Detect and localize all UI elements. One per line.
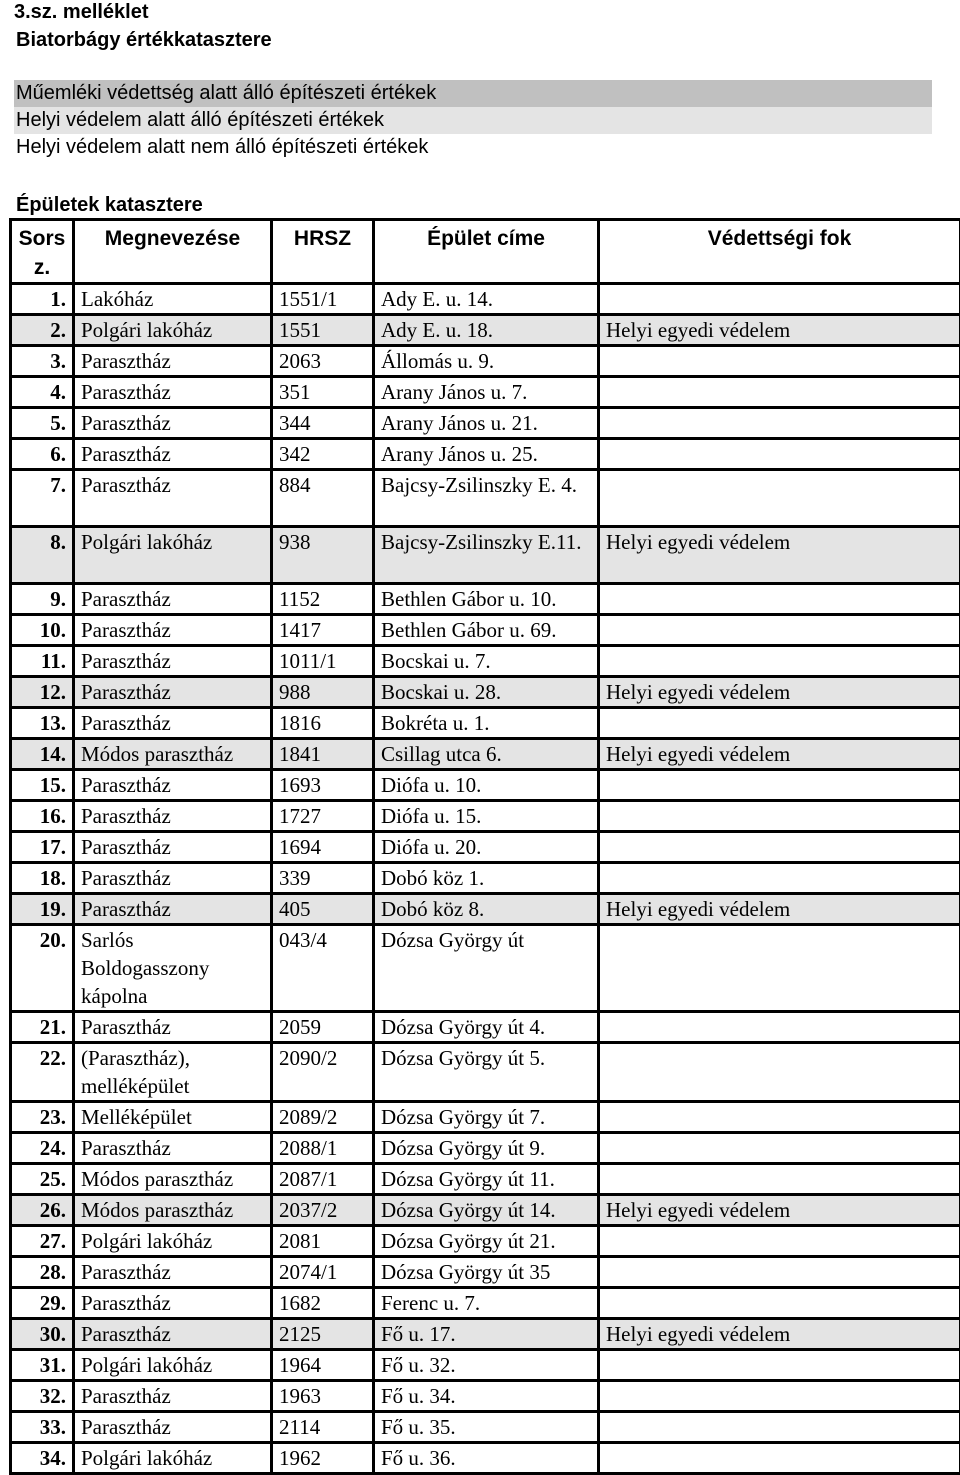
table-row — [11, 1288, 960, 1319]
building-name: Parasztház — [74, 1288, 272, 1319]
protection-level — [599, 832, 960, 863]
table-row — [11, 925, 960, 1012]
protection-level — [599, 801, 960, 832]
protection-level — [599, 1257, 960, 1288]
protection-level — [599, 863, 960, 894]
row-number: 18. — [11, 863, 74, 894]
row-number: 32. — [11, 1381, 74, 1412]
building-address: Csillag utca 6. — [374, 739, 599, 770]
building-name: Parasztház — [74, 408, 272, 439]
building-name: Parasztház — [74, 615, 272, 646]
building-name: Parasztház — [74, 646, 272, 677]
row-number: 31. — [11, 1350, 74, 1381]
protection-level — [599, 1350, 960, 1381]
table-row — [11, 1412, 960, 1443]
row-number: 11. — [11, 646, 74, 677]
table-row — [11, 739, 960, 770]
table-row — [11, 1012, 960, 1043]
table-row — [11, 1102, 960, 1133]
building-name: Parasztház — [74, 677, 272, 708]
building-address: Ady E. u. 14. — [374, 284, 599, 315]
table-row — [11, 801, 960, 832]
table-row — [11, 1226, 960, 1257]
protection-level — [599, 615, 960, 646]
header-vedettsegi-fok: Védettségi fok — [599, 220, 960, 284]
row-number: 33. — [11, 1412, 74, 1443]
building-address: Bocskai u. 7. — [374, 646, 599, 677]
building-name: Parasztház — [74, 770, 272, 801]
hrsz-value: 405 — [272, 894, 374, 925]
protection-level — [599, 470, 960, 527]
table-row — [11, 527, 960, 584]
building-name: Sarlós Boldogasszony kápolna — [74, 925, 272, 1012]
hrsz-value: 1011/1 — [272, 646, 374, 677]
table-row — [11, 1319, 960, 1350]
row-number: 8. — [11, 527, 74, 584]
hrsz-value: 1963 — [272, 1381, 374, 1412]
table-row — [11, 315, 960, 346]
hrsz-value: 344 — [272, 408, 374, 439]
table-row — [11, 470, 960, 527]
building-address: Állomás u. 9. — [374, 346, 599, 377]
building-name: Parasztház — [74, 377, 272, 408]
row-number: 20. — [11, 925, 74, 1012]
buildings-table — [9, 218, 960, 1475]
protection-level — [599, 1381, 960, 1412]
row-number: 12. — [11, 677, 74, 708]
hrsz-value: 2089/2 — [272, 1102, 374, 1133]
hrsz-value: 2059 — [272, 1012, 374, 1043]
protection-level — [599, 1226, 960, 1257]
row-number: 1. — [11, 284, 74, 315]
protection-level — [599, 925, 960, 1012]
row-number: 10. — [11, 615, 74, 646]
hrsz-value: 1551/1 — [272, 284, 374, 315]
row-number: 15. — [11, 770, 74, 801]
protection-level — [599, 346, 960, 377]
table-row — [11, 646, 960, 677]
protection-level — [599, 439, 960, 470]
building-name: Parasztház — [74, 346, 272, 377]
document-title: Biatorbágy értékkatasztere — [16, 28, 272, 52]
table-row — [11, 1350, 960, 1381]
protection-level: Helyi egyedi védelem — [599, 1195, 960, 1226]
building-name: Parasztház — [74, 584, 272, 615]
hrsz-value: 2088/1 — [272, 1133, 374, 1164]
legend-item-nem-vedett: Helyi védelem alatt nem álló építészeti értékek — [14, 134, 932, 161]
hrsz-value: 938 — [272, 527, 374, 584]
protection-level: Helyi egyedi védelem — [599, 739, 960, 770]
protection-level: Helyi egyedi védelem — [599, 527, 960, 584]
building-address: Diófa u. 10. — [374, 770, 599, 801]
building-name: Módos parasztház — [74, 739, 272, 770]
building-address: Dobó köz 8. — [374, 894, 599, 925]
protection-level — [599, 1443, 960, 1474]
protection-level — [599, 708, 960, 739]
row-number: 30. — [11, 1319, 74, 1350]
row-number: 25. — [11, 1164, 74, 1195]
row-number: 16. — [11, 801, 74, 832]
table-row — [11, 832, 960, 863]
row-number: 27. — [11, 1226, 74, 1257]
building-name: Parasztház — [74, 470, 272, 527]
header-megnevezese: Megnevezése — [74, 220, 272, 284]
hrsz-value: 2037/2 — [272, 1195, 374, 1226]
building-name: Parasztház — [74, 439, 272, 470]
building-name: (Parasztház), melléképület — [74, 1043, 272, 1102]
protection-level — [599, 646, 960, 677]
row-number: 22. — [11, 1043, 74, 1102]
building-name: Lakóház — [74, 284, 272, 315]
row-number: 34. — [11, 1443, 74, 1474]
building-name: Melléképület — [74, 1102, 272, 1133]
building-address: Ady E. u. 18. — [374, 315, 599, 346]
protection-level — [599, 408, 960, 439]
building-address: Dobó köz 1. — [374, 863, 599, 894]
table-row — [11, 377, 960, 408]
building-address: Dózsa György út — [374, 925, 599, 1012]
building-address: Bethlen Gábor u. 10. — [374, 584, 599, 615]
building-address: Ferenc u. 7. — [374, 1288, 599, 1319]
row-number: 23. — [11, 1102, 74, 1133]
row-number: 24. — [11, 1133, 74, 1164]
protection-level: Helyi egyedi védelem — [599, 677, 960, 708]
hrsz-value: 351 — [272, 377, 374, 408]
building-name: Parasztház — [74, 801, 272, 832]
row-number: 21. — [11, 1012, 74, 1043]
hrsz-value: 2063 — [272, 346, 374, 377]
building-address: Dózsa György út 21. — [374, 1226, 599, 1257]
building-name: Módos parasztház — [74, 1164, 272, 1195]
building-address: Dózsa György út 11. — [374, 1164, 599, 1195]
building-address: Diófa u. 20. — [374, 832, 599, 863]
building-address: Dózsa György út 9. — [374, 1133, 599, 1164]
table-row — [11, 1195, 960, 1226]
table-row — [11, 284, 960, 315]
hrsz-value: 342 — [272, 439, 374, 470]
building-address: Fő u. 17. — [374, 1319, 599, 1350]
building-name: Parasztház — [74, 1133, 272, 1164]
protection-level — [599, 1012, 960, 1043]
building-name: Polgári lakóház — [74, 1350, 272, 1381]
building-name: Parasztház — [74, 1257, 272, 1288]
building-address: Diófa u. 15. — [374, 801, 599, 832]
row-number: 3. — [11, 346, 74, 377]
protection-level — [599, 1133, 960, 1164]
building-name: Parasztház — [74, 832, 272, 863]
building-address: Dózsa György út 14. — [374, 1195, 599, 1226]
row-number: 2. — [11, 315, 74, 346]
protection-level — [599, 770, 960, 801]
protection-level — [599, 1288, 960, 1319]
table-row — [11, 894, 960, 925]
building-name: Parasztház — [74, 1412, 272, 1443]
table-row — [11, 584, 960, 615]
hrsz-value: 1727 — [272, 801, 374, 832]
hrsz-value: 2074/1 — [272, 1257, 374, 1288]
hrsz-value: 2114 — [272, 1412, 374, 1443]
building-address: Fő u. 36. — [374, 1443, 599, 1474]
building-name: Parasztház — [74, 894, 272, 925]
table-row — [11, 439, 960, 470]
building-address: Dózsa György út 5. — [374, 1043, 599, 1102]
protection-level — [599, 284, 960, 315]
row-number: 4. — [11, 377, 74, 408]
table-row — [11, 677, 960, 708]
header-hrsz: HRSZ — [272, 220, 374, 284]
building-address: Dózsa György út 4. — [374, 1012, 599, 1043]
table-row — [11, 1043, 960, 1102]
table-row — [11, 1381, 960, 1412]
row-number: 6. — [11, 439, 74, 470]
table-row — [11, 1257, 960, 1288]
building-address: Bocskai u. 28. — [374, 677, 599, 708]
protection-level — [599, 1043, 960, 1102]
building-name: Parasztház — [74, 708, 272, 739]
building-address: Arany János u. 21. — [374, 408, 599, 439]
hrsz-value: 339 — [272, 863, 374, 894]
table-header-row — [11, 220, 960, 284]
protection-level: Helyi egyedi védelem — [599, 315, 960, 346]
building-address: Fő u. 34. — [374, 1381, 599, 1412]
protection-level — [599, 1102, 960, 1133]
building-address: Bethlen Gábor u. 69. — [374, 615, 599, 646]
row-number: 19. — [11, 894, 74, 925]
row-number: 28. — [11, 1257, 74, 1288]
header-sorsz: Sors z. — [11, 220, 74, 284]
table-row — [11, 1164, 960, 1195]
hrsz-value: 043/4 — [272, 925, 374, 1012]
row-number: 13. — [11, 708, 74, 739]
building-name: Polgári lakóház — [74, 1443, 272, 1474]
table-row — [11, 1133, 960, 1164]
building-name: Módos parasztház — [74, 1195, 272, 1226]
legend-item-muemleki: Műemléki védettség alatt álló építészeti értékek — [14, 80, 932, 107]
protection-level: Helyi egyedi védelem — [599, 1319, 960, 1350]
hrsz-value: 1551 — [272, 315, 374, 346]
protection-level — [599, 1164, 960, 1195]
hrsz-value: 884 — [272, 470, 374, 527]
hrsz-value: 1152 — [272, 584, 374, 615]
building-address: Bajcsy-Zsilinszky E. 4. — [374, 470, 599, 527]
row-number: 7. — [11, 470, 74, 527]
hrsz-value: 1841 — [272, 739, 374, 770]
building-address: Dózsa György út 7. — [374, 1102, 599, 1133]
building-name: Polgári lakóház — [74, 1226, 272, 1257]
row-number: 9. — [11, 584, 74, 615]
hrsz-value: 2087/1 — [272, 1164, 374, 1195]
building-name: Parasztház — [74, 1012, 272, 1043]
building-name: Parasztház — [74, 1319, 272, 1350]
building-address: Dózsa György út 35 — [374, 1257, 599, 1288]
row-number: 26. — [11, 1195, 74, 1226]
hrsz-value: 2125 — [272, 1319, 374, 1350]
hrsz-value: 1682 — [272, 1288, 374, 1319]
row-number: 17. — [11, 832, 74, 863]
table-row — [11, 1443, 960, 1474]
protection-level — [599, 1412, 960, 1443]
building-address: Bokréta u. 1. — [374, 708, 599, 739]
hrsz-value: 1964 — [272, 1350, 374, 1381]
building-name: Polgári lakóház — [74, 315, 272, 346]
protection-level — [599, 377, 960, 408]
table-row — [11, 408, 960, 439]
row-number: 5. — [11, 408, 74, 439]
building-address: Fő u. 32. — [374, 1350, 599, 1381]
legend-item-helyi-vedelem: Helyi védelem alatt álló építészeti értékek — [14, 107, 932, 134]
table-row — [11, 615, 960, 646]
hrsz-value: 1816 — [272, 708, 374, 739]
building-name: Parasztház — [74, 863, 272, 894]
hrsz-value: 1693 — [272, 770, 374, 801]
building-address: Bajcsy-Zsilinszky E.11. — [374, 527, 599, 584]
header-epulet-cime: Épület címe — [374, 220, 599, 284]
hrsz-value: 2081 — [272, 1226, 374, 1257]
building-address: Arany János u. 7. — [374, 377, 599, 408]
building-address: Arany János u. 25. — [374, 439, 599, 470]
hrsz-value: 1962 — [272, 1443, 374, 1474]
hrsz-value: 988 — [272, 677, 374, 708]
building-name: Polgári lakóház — [74, 527, 272, 584]
hrsz-value: 1694 — [272, 832, 374, 863]
row-number: 29. — [11, 1288, 74, 1319]
table-row — [11, 708, 960, 739]
table-row — [11, 770, 960, 801]
document-label: 3.sz. melléklet — [14, 0, 149, 24]
hrsz-value: 1417 — [272, 615, 374, 646]
protection-level: Helyi egyedi védelem — [599, 894, 960, 925]
hrsz-value: 2090/2 — [272, 1043, 374, 1102]
protection-level — [599, 584, 960, 615]
table-row — [11, 863, 960, 894]
row-number: 14. — [11, 739, 74, 770]
table-row — [11, 346, 960, 377]
building-address: Fő u. 35. — [374, 1412, 599, 1443]
section-title: Épületek katasztere — [16, 193, 203, 217]
table-body — [11, 284, 960, 1474]
building-name: Parasztház — [74, 1381, 272, 1412]
